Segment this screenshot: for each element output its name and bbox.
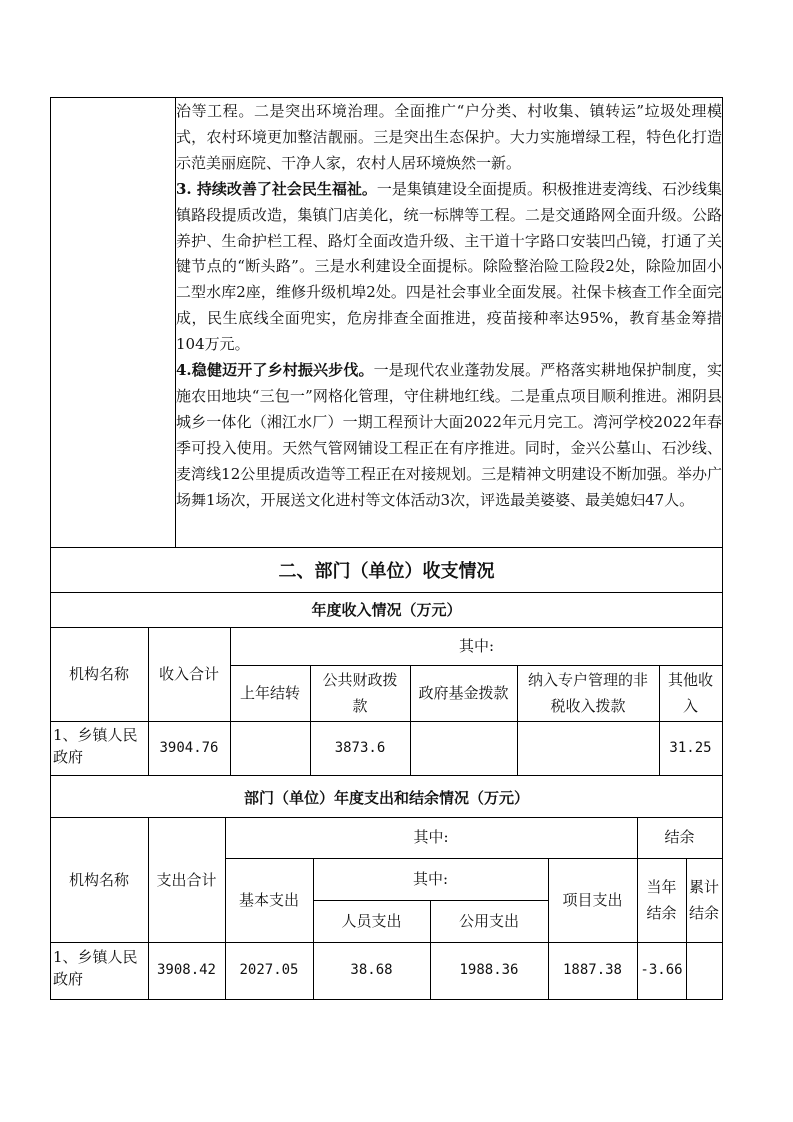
income-col-carry: 上年结转	[239, 684, 300, 702]
income-col-public-line1: 公共财政拨	[322, 671, 398, 689]
expense-col-balance: 结余	[664, 828, 695, 846]
income-col-org: 机构名称	[68, 665, 129, 683]
income-col-nontax-line2: 税收入拨款	[550, 697, 626, 715]
expense-row-personnel: 38.68	[350, 962, 393, 978]
income-row-other: 31.25	[669, 740, 712, 756]
income-row-bottom	[50, 775, 723, 776]
section-title-bottom	[50, 592, 723, 593]
expense-col-among2: 其中:	[412, 870, 449, 888]
expense-col-cum-balance	[686, 874, 722, 926]
expense-row-bottom	[50, 999, 723, 1000]
income-col-fund: 政府基金拨款	[418, 684, 509, 702]
para-3-heading: 4.稳健迈开了乡村振兴步伐。	[176, 361, 374, 380]
expense-row-org-line1: 1、乡镇人民	[53, 948, 138, 966]
narrative-text	[176, 99, 722, 514]
top-border	[50, 97, 723, 98]
narrative-para-1: 治等工程。二是突出环境治理。全面推广“户分类、村收集、镇转运”垃圾处理模式，农村环境更加整洁靓丽。三是突出生态保护。大力实施增绿工程，特色化打造示范美丽庭院、干净人家，农村人居环境焕然一新。	[176, 102, 722, 172]
left-border	[50, 97, 51, 1000]
income-col-other-line2: 入	[682, 697, 698, 715]
expense-col-among: 其中:	[413, 828, 449, 846]
income-col-other-line1: 其他收	[667, 671, 713, 689]
expense-row-project: 1887.38	[562, 962, 622, 978]
income-row-org	[53, 724, 138, 768]
narrative-bottom-border	[50, 547, 723, 548]
expense-row-basic: 2027.05	[239, 962, 299, 978]
expense-table-title: 部门（单位）年度支出和结余情况（万元）	[243, 789, 529, 807]
expense-col-personnel: 人员支出	[341, 912, 402, 930]
income-header-bottom	[50, 721, 723, 722]
income-table-title: 年度收入情况（万元）	[311, 601, 462, 619]
para-2-heading: 3. 持续改善了社会民生福祉。	[176, 179, 377, 198]
income-row-org-line2: 政府	[53, 748, 84, 766]
expense-col-cum-balance-line1: 累计	[688, 878, 719, 896]
section-title: 二、部门（单位）收支情况	[278, 561, 495, 582]
income-row-total: 3904.76	[159, 740, 219, 756]
narrative-para-2	[176, 177, 722, 358]
expense-title-bottom	[50, 817, 723, 818]
income-col-public-line2: 款	[352, 697, 368, 715]
expense-col-public: 公用支出	[458, 912, 519, 930]
income-title-bottom	[50, 627, 723, 628]
expense-col-year-balance-line1: 当年	[646, 878, 677, 896]
income-col-nontax	[517, 667, 659, 719]
expense-col-basic: 基本支出	[238, 891, 299, 909]
income-col-other	[659, 667, 722, 719]
expense-row-org	[53, 946, 138, 990]
expense-col-year-balance	[637, 874, 686, 926]
expense-col-project: 项目支出	[562, 891, 623, 909]
expense-row-year-balance: -3.66	[640, 962, 683, 978]
expense-col-cum-balance-line2: 结余	[688, 904, 719, 922]
expense-header-bottom	[50, 942, 723, 943]
income-among-bottom	[230, 665, 723, 666]
income-row-org-line1: 1、乡镇人民	[53, 726, 138, 744]
expense-col-total: 支出合计	[156, 871, 217, 889]
right-border	[722, 97, 723, 1000]
expense-among2-bottom	[313, 900, 548, 901]
expense-among-bottom	[225, 858, 723, 859]
income-col-total: 收入合计	[158, 665, 219, 683]
expense-row-public: 1988.36	[459, 962, 519, 978]
narrative-para-3	[176, 358, 722, 513]
expense-row-total: 3908.42	[156, 962, 216, 978]
expense-col-year-balance-line2: 结余	[646, 904, 677, 922]
income-col-public	[310, 667, 410, 719]
para-3-body: 一是现代农业蓬勃发展。严格落实耕地保护制度，实施农田地块“三包一”网格化管理，守住耕地红线。二是重点项目顺利推进。湘阴县城乡一体化（湘江水厂）一期工程预计大面2022年元月完工。湾河学校2022年春季可投入使用。天然气管网铺设工程正在有序推进。同时，金兴公墓山、石沙线、麦湾线12公里提质改造等工程正在对接规划。三是精神文明建设不断加强。举办广场舞1场次，开展送文化进村等文体活动3次，评选最美婆婆、最美媳妇47人。	[176, 361, 722, 509]
expense-row-org-line2: 政府	[53, 970, 84, 988]
income-row-public: 3873.6	[334, 740, 386, 756]
income-col-nontax-line1: 纳入专户管理的非	[527, 671, 648, 689]
para-2-body: 一是集镇建设全面提质。积极推进麦湾线、石沙线集镇路段提质改造，集镇门店美化，统一标牌等工程。二是交通路网全面升级。公路养护、生命护栏工程、路灯全面改造升级、主干道十字路口安装凹凸镜，打通了关键节点的“断头路”。三是水利建设全面提标。除险整治险工险段2处，除险加固小二型水库2座，维修升级机埠2处。四是社会事业全面发展。社保卡核查工作全面完成，民生底线全面兜实，危房排查全面推进，疫苗接种率达95%，教育基金筹措104万元。	[176, 179, 722, 354]
income-col-among: 其中:	[458, 637, 495, 655]
expense-col-org: 机构名称	[68, 871, 129, 889]
